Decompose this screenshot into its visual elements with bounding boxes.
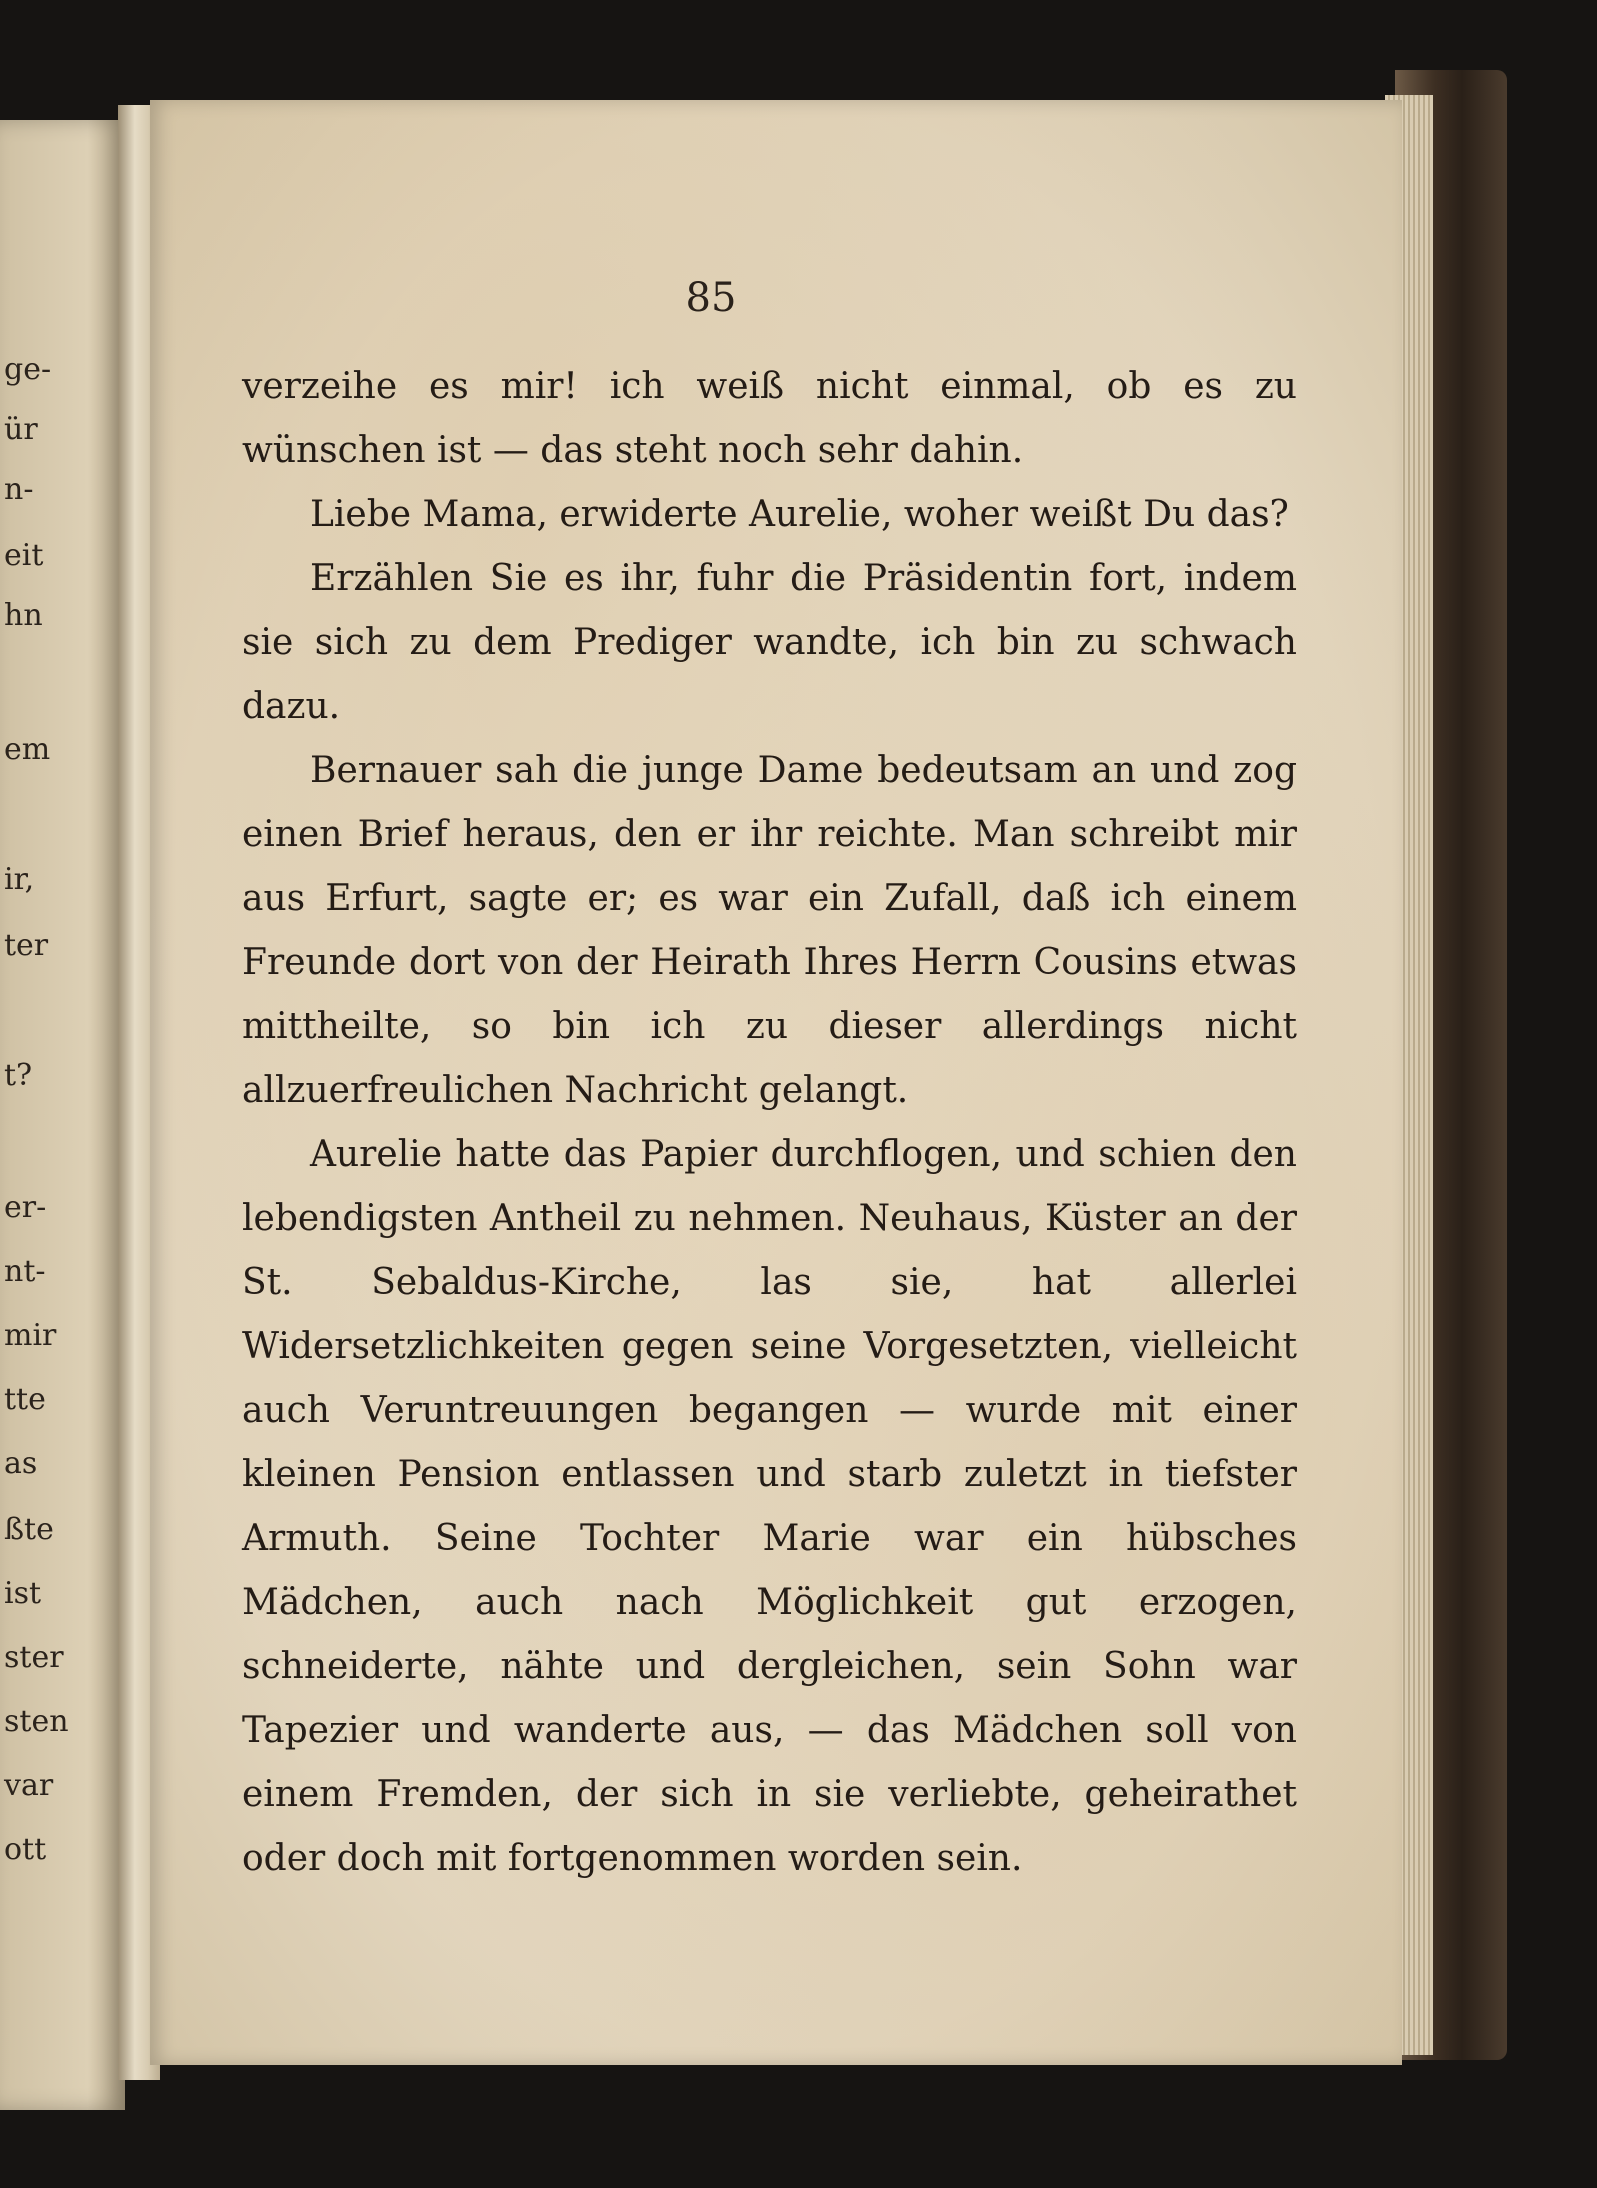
paragraph: Bernauer sah die junge Dame bedeutsam an und zog einen Brief heraus, den er ihr reichte. Man schreibt mir aus Erfurt, sagte er; es war ein Zufall, daß ich einem Freunde dort von der Heirath Ihres Herrn Cousins etwas mittheilte, so bin ich zu dieser allerdings nicht allzuerfreulichen Nachricht gelangt. [242, 750, 1297, 1111]
left-page-fragment: as [4, 1446, 38, 1481]
left-page-fragment: ge- [4, 352, 52, 387]
paragraph: Liebe Mama, erwiderte Aurelie, woher weißt Du das? [310, 494, 1289, 535]
left-page [0, 120, 125, 2110]
left-page-fragment: var [4, 1768, 54, 1803]
paragraph: Erzählen Sie es ihr, fuhr die Präsidentin fort, indem sie sich zu dem Prediger wandte, ich bin zu schwach dazu. [242, 558, 1297, 727]
left-page-fragment: ter [4, 928, 49, 963]
left-page-fragment: eit [4, 538, 44, 573]
left-page-fragment: ßte [4, 1512, 54, 1547]
left-page-fragment: nt- [4, 1254, 46, 1289]
paragraph: Aurelie hatte das Papier durchflogen, und schien den lebendigsten Antheil zu nehmen. Neuhaus, Küster an der St. Sebaldus-Kirche, las sie, hat allerlei Widersetzlichkeiten gegen seine Vorgesetzten, vielleicht auch Veruntreuungen begangen — wurde mit einer kleinen Pension entlassen und starb zuletzt in tiefster Armuth. Seine Tochter Marie war ein hübsches Mädchen, auch nach Möglichkeit gut erzogen, schneiderte, nähte und dergleichen, sein Sohn war Tapezier und wanderte aus, — das Mädchen soll von einem Fremden, der sich in sie verliebte, geheirathet oder doch mit fortgenommen worden sein. [242, 1134, 1297, 1879]
page-text [242, 355, 1297, 1891]
page-number: 85 [685, 275, 737, 321]
right-page [150, 100, 1402, 2065]
left-page-fragment: ir, [4, 862, 35, 897]
left-page-fragment: hn [4, 598, 43, 633]
left-page-fragment: ott [4, 1832, 47, 1867]
left-page-fragment: mir [4, 1318, 57, 1353]
left-page-fragment: n- [4, 472, 34, 507]
paragraph: verzeihe es mir! ich weiß nicht einmal, ob es zu wünschen ist — das steht noch sehr dahin. [242, 366, 1297, 471]
left-page-fragment: er- [4, 1190, 47, 1225]
left-page-fragment: ür [4, 412, 38, 447]
left-page-fragment: ist [4, 1576, 42, 1611]
left-page-fragment: em [4, 732, 51, 767]
left-page-fragment: tte [4, 1382, 46, 1417]
left-page-fragment: ster [4, 1640, 64, 1675]
left-page-fragment: sten [4, 1704, 69, 1739]
left-page-fragment: t? [4, 1058, 33, 1093]
